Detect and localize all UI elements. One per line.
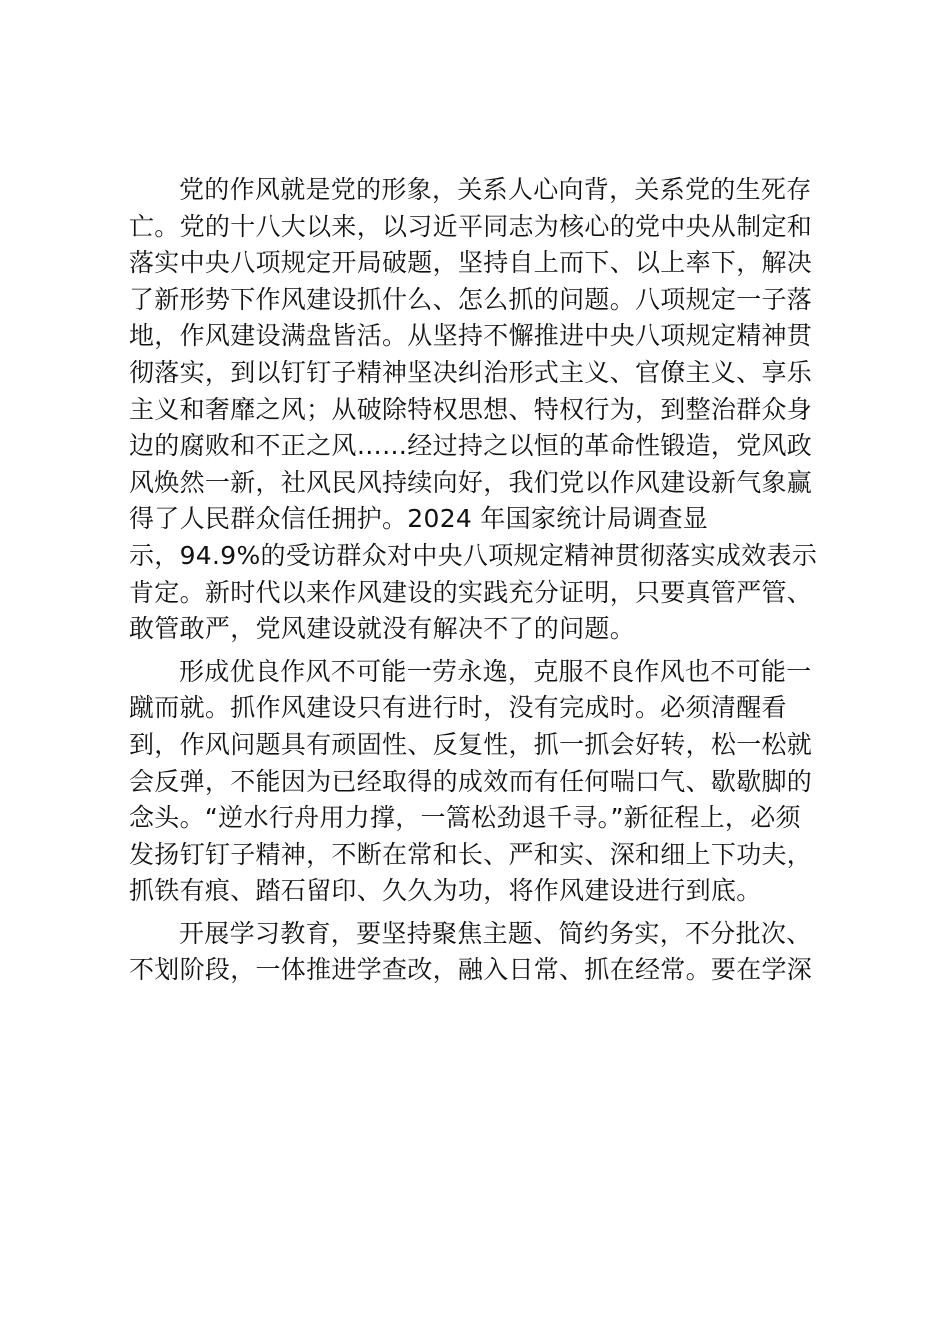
text-line: 彻落实，到以钉钉子精神坚决纠治形式主义、官僚主义、享乐 (129, 357, 813, 387)
text-line: 边的腐败和不正之风……经过持之以恒的革命性锻造，党风政 (129, 431, 813, 461)
text-line: 不划阶段，一体推进学查改，融入日常、抓在经常。要在学深 (129, 955, 813, 985)
text-line: 示，94.9%的受访群众对中央八项规定精神贯彻落实成效表示 (129, 540, 818, 570)
text-line: 发扬钉钉子精神，不断在常和长、严和实、深和细上下功夫， (129, 839, 813, 869)
text-line: 肯定。新时代以来作风建设的实践充分证明，只要真管严管、 (129, 577, 813, 607)
text-line: 念头。“逆水行舟用力撑，一篙松劲退千寻。”新征程上，必须 (129, 803, 801, 833)
text-line: 到，作风问题具有顽固性、反复性，抓一抓会好转，松一松就 (129, 729, 813, 759)
text-line: 得了人民群众信任拥护。2024 年国家统计局调查显 (129, 504, 709, 534)
article-body (129, 172, 829, 989)
text-line: 落实中央八项规定开局破题，坚持自上而下、以上率下，解决 (129, 248, 813, 278)
text-line: 主义和奢靡之风；从破除特权思想、特权行为，到整治群众身 (129, 394, 813, 424)
text-line: 蹴而就。抓作风建设只有进行时，没有完成时。必须清醒看 (129, 693, 787, 723)
paragraph-2 (129, 654, 829, 910)
text-line: 会反弹，不能因为已经取得的成效而有任何喘口气、歇歇脚的 (129, 766, 813, 796)
text-line: 党的作风就是党的形象，关系人心向背，关系党的生死存 (179, 175, 812, 204)
text-line: 开展学习教育，要坚持聚焦主题、简约务实，不分批次、 (179, 918, 812, 948)
text-line: 风焕然一新，社风民风持续向好，我们党以作风建设新气象赢 (129, 467, 813, 497)
paragraph-1 (129, 172, 829, 648)
text-line: 抓铁有痕、踏石留印、久久为功，将作风建设进行到底。 (129, 876, 762, 906)
paragraph-3 (129, 916, 829, 989)
text-line: 地，作风建设满盘皆活。从坚持不懈推进中央八项规定精神贯 (129, 321, 813, 351)
text-line: 形成优良作风不可能一劳永逸，克服不良作风也不可能一 (179, 656, 812, 686)
text-line: 敢管敢严，党风建设就没有解决不了的问题。 (129, 614, 636, 644)
text-line: 了新形势下作风建设抓什么、怎么抓的问题。八项规定一子落 (129, 284, 813, 314)
text-line: 亡。党的十八大以来，以习近平同志为核心的党中央从制定和 (129, 211, 813, 241)
